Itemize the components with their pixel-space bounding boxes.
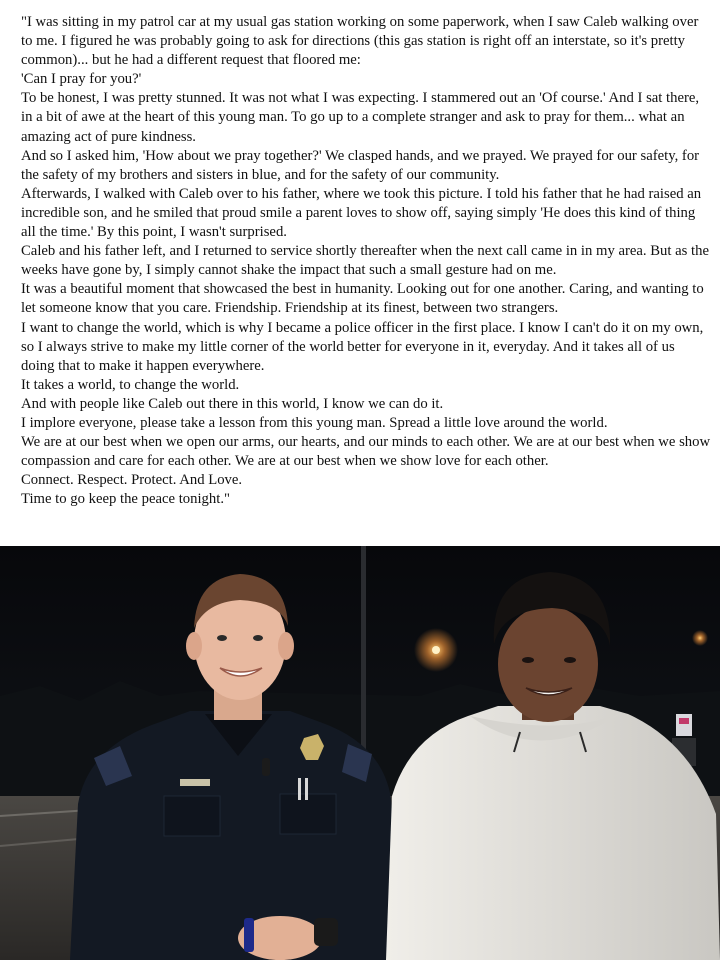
story-paragraph: Afterwards, I walked with Caleb over to his father, where we took this picture. I told his father that he had raised an incredible son, and he smiled that proud smile a parent loves to show off, saying simply 'He does this kind of thing all the time.' By this point, I wasn't surprised. xyxy=(21,185,702,241)
story-paragraph: And with people like Caleb out there in this world, I know we can do it. xyxy=(21,395,444,412)
story-paragraph: To be honest, I was pretty stunned. It was not what I was expecting. I stammered out an 'Of course.' And I sat there, in a bit of awe at the heart of this young man. To go up to a complete stranger and ask to pray for them... what an amazing act of pure kindness. xyxy=(21,90,700,145)
story-paragraph: It takes a world, to change the world. xyxy=(21,376,240,393)
story-paragraph: It was a beautiful moment that showcased the best in humanity. Looking out for one another. Caring, and wanting to let someone know that you care. Friendship. Friendship at its finest, between two strangers. xyxy=(21,281,704,317)
station-sign xyxy=(676,714,692,736)
story-paragraph: Time to go keep the peace tonight." xyxy=(21,491,230,508)
story-paragraph: Connect. Respect. Protect. And Love. xyxy=(21,472,243,489)
story-paragraph: Caleb and his father left, and I returned to service shortly thereafter when the next call came in in my area. But as the weeks have gone by, I simply cannot shake the impact that such a small gesture had on me. xyxy=(21,243,710,279)
story-paragraph: I want to change the world, which is why I became a police officer in the first place. I know I can't do it on my own, so I always strive to make my little corner of the world better for everyone in it, everyday. And it takes all of us doing that to make it happen everywhere. xyxy=(21,319,704,374)
story-paragraph: And so I asked him, 'How about we pray together?' We clasped hands, and we prayed. We prayed for our safety, for the safety of my brothers and sisters in blue, and for the safety of our community. xyxy=(21,147,700,183)
story-paragraph: "I was sitting in my patrol car at my usual gas station working on some paperwork, when I saw Caleb walking over to me. I figured he was probably going to ask for directions (this gas station is right off an interstate, so it's pretty common)... but he had a different request that floored me: xyxy=(21,14,699,69)
story-text xyxy=(21,13,711,509)
name-plate xyxy=(180,779,210,786)
story-paragraph: I implore everyone, please take a lesson from this young man. Spread a little love around the world. xyxy=(21,414,608,431)
story-paragraph: We are at our best when we open our arms, our hearts, and our minds to each other. We are at our best when we show compassion and care for each other. We are at our best when we show love for each other. xyxy=(21,434,711,470)
wristwatch xyxy=(314,918,338,946)
photo-officer-and-young-man xyxy=(0,546,720,960)
story-paragraph: 'Can I pray for you?' xyxy=(21,71,142,88)
young-man-face xyxy=(498,606,598,722)
